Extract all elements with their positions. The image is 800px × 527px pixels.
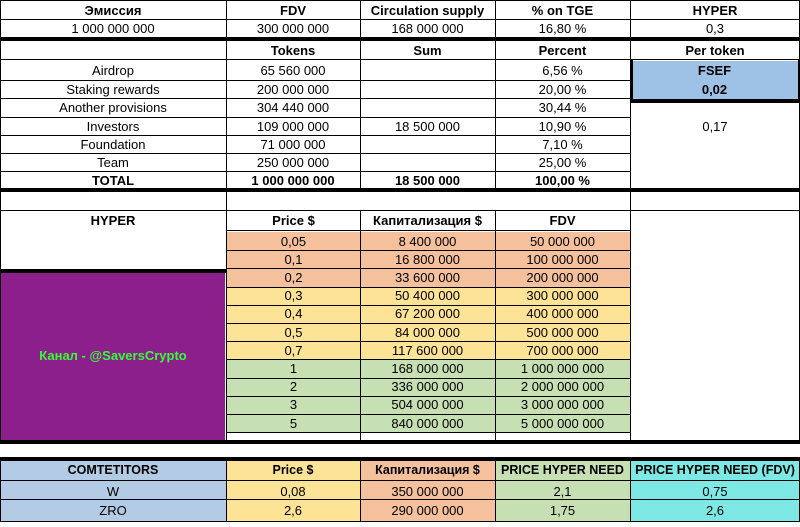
price-header: FDV (549, 213, 576, 228)
gridline (226, 230, 630, 231)
top-value: 0,3 (705, 20, 725, 36)
competitor-cell: 0,08 (280, 483, 306, 499)
allocation-name: Foundation (80, 136, 146, 152)
allocation-header: Percent (538, 42, 587, 58)
gridline (630, 457, 631, 522)
allocation-percent: 30,44 % (538, 99, 587, 115)
cap-value: 336 000 000 (391, 379, 464, 395)
price-value: 5 (289, 415, 298, 431)
cap-value: 840 000 000 (391, 415, 464, 431)
competitor-cell: 290 000 000 (391, 502, 464, 518)
gridline (226, 396, 630, 397)
allocation-tokens: 65 560 000 (260, 62, 326, 78)
competitor-cell: W (106, 483, 120, 499)
fsef-value: 0,02 (701, 82, 728, 97)
fdv-value: 400 000 000 (526, 306, 599, 322)
gridline (0, 188, 800, 192)
fdv-value: 100 000 000 (526, 251, 599, 267)
gridline (226, 323, 630, 324)
gridline (0, 153, 630, 154)
allocation-name: Another provisions (59, 99, 167, 115)
fdv-value: 300 000 000 (526, 288, 599, 304)
fdv-value: 5 000 000 000 (520, 415, 605, 431)
gridline (0, 19, 800, 20)
gridline (226, 359, 630, 360)
allocation-sum: 18 500 000 (394, 118, 461, 134)
top-header: Эмиссия (84, 2, 142, 18)
gridline (226, 341, 630, 342)
channel-label: Канал - @SaversCrypto (39, 348, 187, 363)
fdv-value: 50 000 000 (529, 233, 596, 249)
competitor-cell: 2,1 (553, 483, 572, 499)
allocation-sum (360, 135, 495, 153)
gridline (495, 41, 496, 189)
price-left-header: HYPER (90, 213, 136, 228)
competitor-cell: ZRO (99, 502, 127, 518)
competitor-cell: 1,75 (549, 502, 576, 518)
allocation-tokens: 250 000 000 (256, 154, 330, 170)
allocation-sum (360, 98, 495, 116)
price-value: 0,1 (284, 251, 303, 267)
gridline (226, 0, 227, 38)
fsef-label: FSEF (697, 63, 732, 78)
gridline (630, 192, 631, 212)
allocation-sum (360, 61, 495, 79)
price-value: 0,4 (284, 306, 303, 322)
gridline (630, 41, 631, 189)
fdv-value: 2 000 000 000 (520, 379, 605, 395)
gridline (0, 0, 1, 190)
allocation-percent: 100,00 % (535, 172, 590, 188)
top-value: 300 000 000 (256, 20, 330, 36)
gridline (226, 268, 630, 269)
top-value: 16,80 % (538, 20, 587, 36)
cap-value: 33 600 000 (394, 269, 461, 285)
gridline (0, 480, 800, 481)
allocation-percent: 10,90 % (538, 118, 587, 134)
allocation-tokens: 1 000 000 000 (251, 172, 335, 188)
allocation-tokens: 304 440 000 (256, 99, 330, 115)
price-value: 0,5 (284, 324, 303, 340)
competitor-header: PRICE HYPER NEED (FDV) (635, 462, 795, 477)
allocation-header: Per token (685, 42, 745, 58)
fdv-value: 500 000 000 (526, 324, 599, 340)
gridline (360, 0, 361, 38)
price-value: 1 (289, 360, 298, 376)
cap-value: 8 400 000 (398, 233, 457, 249)
competitor-cell: 0,75 (702, 483, 728, 499)
allocation-name: Team (97, 154, 129, 170)
cap-value: 504 000 000 (391, 397, 464, 413)
gridline (630, 0, 631, 38)
fdv-value: 700 000 000 (526, 342, 599, 358)
gridline (226, 192, 227, 212)
competitor-cell: 350 000 000 (391, 483, 464, 499)
competitor-header: PRICE HYPER NEED (501, 462, 624, 477)
gridline (0, 457, 1, 522)
gridline (630, 99, 800, 103)
cap-value: 117 600 000 (391, 342, 464, 358)
gridline (0, 269, 226, 273)
cap-value: 84 000 000 (394, 324, 461, 340)
gridline (0, 192, 1, 442)
gridline (226, 378, 630, 379)
cap-value: 50 400 000 (394, 288, 461, 304)
top-header: HYPER (692, 2, 738, 18)
gridline (495, 0, 496, 38)
allocation-tokens: 200 000 000 (256, 81, 330, 97)
top-value: 168 000 000 (391, 20, 464, 36)
gridline (226, 41, 227, 189)
top-value: 1 000 000 000 (71, 20, 155, 36)
allocation-name: TOTAL (91, 172, 135, 188)
gridline (0, 210, 800, 211)
competitor-header: COMTETITORS (67, 462, 159, 477)
price-value: 0,3 (284, 288, 303, 304)
price-value: 2 (289, 379, 298, 395)
allocation-tokens: 109 000 000 (256, 118, 330, 134)
price-value: 3 (289, 397, 298, 413)
gridline (495, 457, 496, 522)
cap-value: 16 800 000 (394, 251, 461, 267)
allocation-percent: 7,10 % (542, 136, 583, 152)
fdv-value: 1 000 000 000 (520, 360, 605, 376)
gridline (0, 499, 800, 500)
gridline (360, 210, 361, 440)
allocation-tokens: 71 000 000 (260, 136, 326, 152)
top-header: FDV (280, 2, 306, 18)
allocation-per-token: 0,17 (702, 118, 728, 134)
gridline (0, 37, 800, 41)
competitor-header: Price $ (272, 462, 314, 477)
allocation-name: Staking rewards (66, 81, 160, 97)
gridline (360, 41, 361, 189)
gridline (495, 210, 496, 440)
gridline (0, 457, 800, 461)
top-header: % on TGE (531, 2, 594, 18)
gridline (226, 287, 630, 288)
gridline (0, 0, 800, 1)
gridline (0, 59, 800, 60)
gridline (360, 457, 361, 522)
top-header: Circulation supply (370, 2, 485, 18)
gridline (0, 80, 630, 81)
gridline (226, 457, 227, 522)
allocation-percent: 25,00 % (538, 154, 587, 170)
price-value: 0,05 (280, 233, 307, 249)
competitor-cell: 2,6 (705, 502, 725, 518)
gridline (0, 117, 630, 118)
gridline (0, 135, 630, 136)
price-header: Price $ (272, 213, 315, 228)
gridline (0, 98, 630, 99)
gridline (0, 521, 800, 522)
gridline (226, 305, 630, 306)
gridline (0, 440, 800, 444)
cap-value: 67 200 000 (394, 306, 461, 322)
gridline (226, 250, 630, 251)
fdv-value: 200 000 000 (526, 269, 599, 285)
price-value: 0,2 (284, 269, 303, 285)
allocation-percent: 20,00 % (538, 81, 587, 97)
allocation-percent: 6,56 % (542, 62, 583, 78)
allocation-header: Tokens (270, 42, 316, 58)
gridline (630, 210, 631, 440)
gridline (226, 210, 227, 440)
allocation-name: Airdrop (92, 62, 134, 78)
competitor-cell: 2,6 (283, 502, 303, 518)
allocation-sum (360, 153, 495, 171)
price-header: Капитализация $ (373, 213, 482, 228)
cap-value: 168 000 000 (391, 360, 464, 376)
allocation-header: Sum (413, 42, 442, 58)
allocation-sum: 18 500 000 (394, 172, 461, 188)
price-value: 0,7 (284, 342, 303, 358)
fdv-value: 3 000 000 000 (520, 397, 605, 413)
allocation-name: Investors (86, 118, 140, 134)
gridline (226, 414, 630, 415)
competitor-header: Капитализация $ (375, 462, 480, 477)
allocation-sum (360, 80, 495, 98)
gridline (0, 171, 630, 172)
gridline (226, 432, 630, 433)
